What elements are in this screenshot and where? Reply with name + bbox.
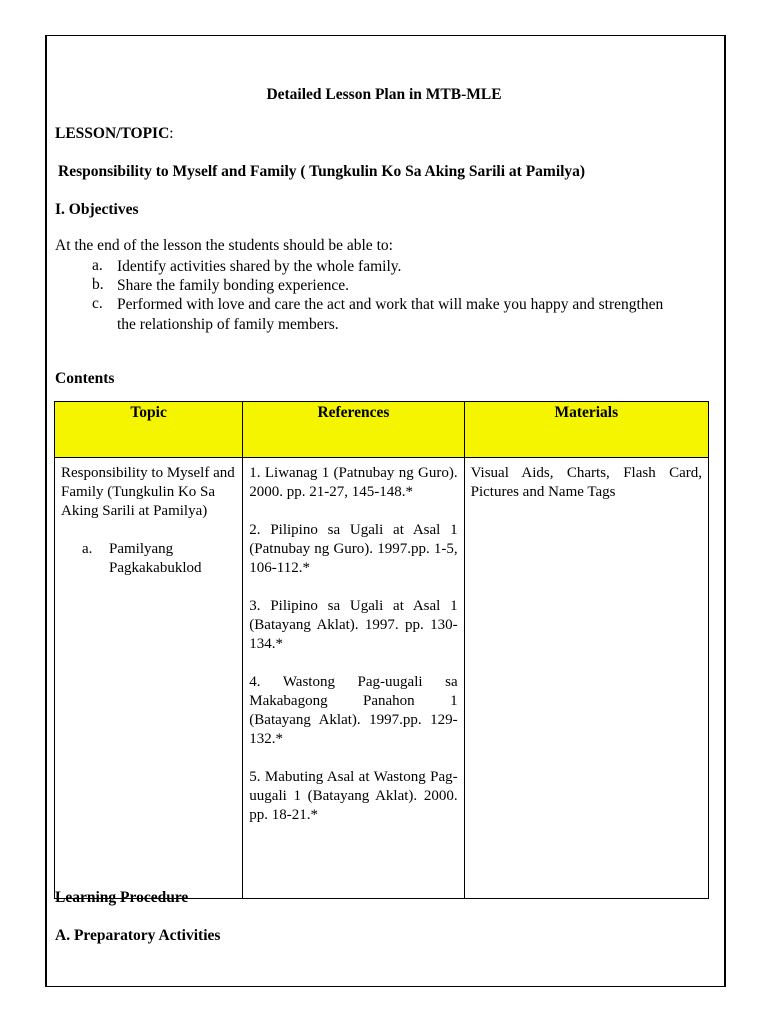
materials-text: Visual Aids, Charts, Flash Card, Pictures and Name Tags <box>470 465 702 500</box>
contents-heading: Contents <box>55 370 115 387</box>
subtopic-marker: a. <box>82 541 93 557</box>
topic-cell <box>55 458 243 899</box>
topic-text: Responsibility to Myself and Family (Tungkulin Ko Sa Aking Sarili at Pamilya) <box>61 465 235 519</box>
reference-item: 1. Liwanag 1 (Patnubay ng Guro). 2000. pp. 21-27, 145-148.* <box>249 465 458 500</box>
objective-marker: b. <box>92 276 104 293</box>
table-header-materials: Materials <box>464 402 708 458</box>
objective-marker: c. <box>92 295 103 312</box>
reference-item: 5. Mabuting Asal at Wastong Pag-uugali 1 (Batayang Aklat). 2000. pp. 18-21.* <box>249 769 458 823</box>
topic-line: Responsibility to Myself and Family ( Tungkulin Ko Sa Aking Sarili at Pamilya) <box>58 163 586 180</box>
materials-cell <box>464 458 708 899</box>
lesson-topic-colon: : <box>169 125 174 142</box>
lesson-topic-heading <box>55 125 174 143</box>
table-header-row <box>55 402 709 458</box>
reference-item: 3. Pilipino sa Ugali at Asal 1 (Batayang Aklat). 1997. pp. 130-134.* <box>249 598 458 652</box>
objectives-intro: At the end of the lesson the students should be able to: <box>55 237 393 254</box>
lesson-topic-label: LESSON/TOPIC <box>55 125 170 142</box>
table-header-topic: Topic <box>55 402 243 458</box>
preparatory-activities-heading: A. Preparatory Activities <box>55 927 221 944</box>
objective-text: Performed with love and care the act and work that will make you happy and strengthen the relationship of family members. <box>117 296 664 333</box>
learning-procedure-heading: Learning Procedure <box>55 889 189 906</box>
contents-table <box>54 401 709 899</box>
objectives-heading: I. Objectives <box>55 201 139 218</box>
subtopic-item <box>61 540 236 578</box>
objective-text: Identify activities shared by the whole family. <box>117 258 402 275</box>
subtopic-text: Pamilyang Pagkakabuklod <box>109 541 202 576</box>
table-row <box>55 458 709 899</box>
table-header-references: References <box>243 402 464 458</box>
reference-item: 2. Pilipino sa Ugali at Asal 1 (Patnubay ng Guro). 1997.pp. 1-5, 106-112.* <box>249 522 458 576</box>
objective-marker: a. <box>92 257 103 274</box>
document-title: Detailed Lesson Plan in MTB-MLE <box>266 86 502 103</box>
references-cell <box>243 458 464 899</box>
reference-item: 4. Wastong Pag-uugali sa Makabagong Panahon 1 (Batayang Aklat). 1997.pp. 129-132.* <box>249 674 458 747</box>
objective-text: Share the family bonding experience. <box>117 277 349 294</box>
